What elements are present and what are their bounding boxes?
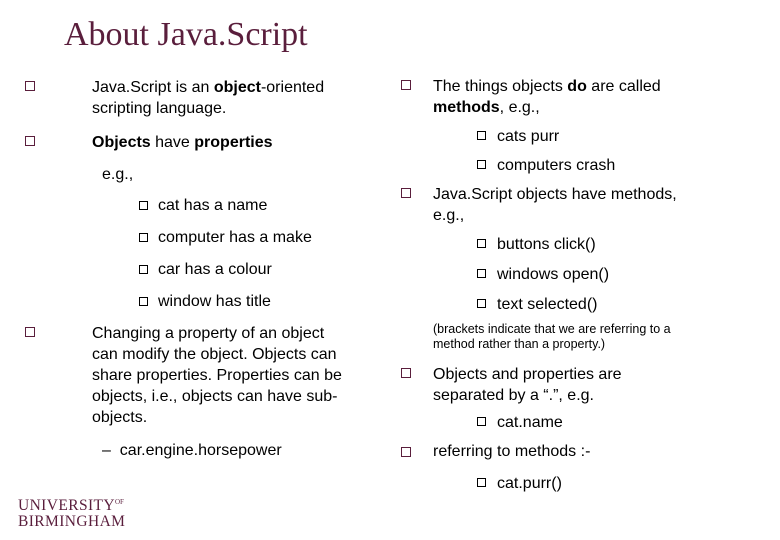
sub-bullet-icon	[139, 233, 148, 242]
dash-marker: –	[102, 442, 111, 459]
university-logo: $UNIVERSITY^{OF}$ BIRMINGHAM	[18, 497, 126, 530]
right-bullet-4: referring to methods :-	[433, 443, 591, 460]
sub-bullet-icon	[477, 417, 486, 426]
method-item: cats purr	[497, 128, 560, 145]
slide-title: About Java.Script	[64, 16, 308, 53]
sub-bullet-icon	[477, 160, 486, 169]
eg-label: e.g.,	[102, 166, 134, 183]
sub-bullet-icon	[139, 265, 148, 274]
bullet-square-icon	[401, 368, 411, 378]
left-bullet-2: Objects have properties	[92, 134, 273, 151]
bullet-square-icon	[401, 188, 411, 198]
left-bullet-1: Java.Script is an object-oriented scripting language.	[92, 79, 325, 117]
sub-bullet-icon	[477, 131, 486, 140]
bullet-square-icon	[401, 447, 411, 457]
example-item: cat.purr()	[497, 475, 562, 492]
method-item: windows open()	[497, 266, 610, 283]
method-item: computers crash	[497, 157, 616, 174]
brackets-note: (brackets indicate that we are referring to a method rather than a property.)	[433, 322, 671, 351]
property-item: car has a colour	[158, 261, 272, 278]
property-item: cat has a name	[158, 197, 268, 214]
property-item: window has title	[158, 293, 271, 310]
dash-sub-item: – car.engine.horsepower	[102, 442, 282, 459]
right-bullet-1: The things objects do are called methods, e.g.,	[433, 78, 661, 116]
example-item: cat.name	[497, 414, 563, 431]
bullet-square-icon	[401, 80, 411, 90]
sub-bullet-icon	[139, 201, 148, 210]
sub-bullet-icon	[477, 269, 486, 278]
sub-bullet-icon	[477, 239, 486, 248]
sub-bullet-icon	[477, 478, 486, 487]
method-item: text selected()	[497, 296, 598, 313]
sub-bullet-icon	[139, 297, 148, 306]
left-bullet-3: Changing a property of an object can modify the object. Objects can share properties. Properties can be objects, i.e., objects can have sub- objects.	[92, 325, 342, 426]
method-item: buttons click()	[497, 236, 596, 253]
property-item: computer has a make	[158, 229, 312, 246]
right-bullet-2: Java.Script objects have methods, e.g.,	[433, 186, 677, 224]
bullet-square-icon	[25, 136, 35, 146]
bullet-square-icon	[25, 81, 35, 91]
bullet-square-icon	[25, 327, 35, 337]
right-bullet-3: Objects and properties are separated by a “.”, e.g.	[433, 366, 622, 404]
sub-bullet-icon	[477, 299, 486, 308]
